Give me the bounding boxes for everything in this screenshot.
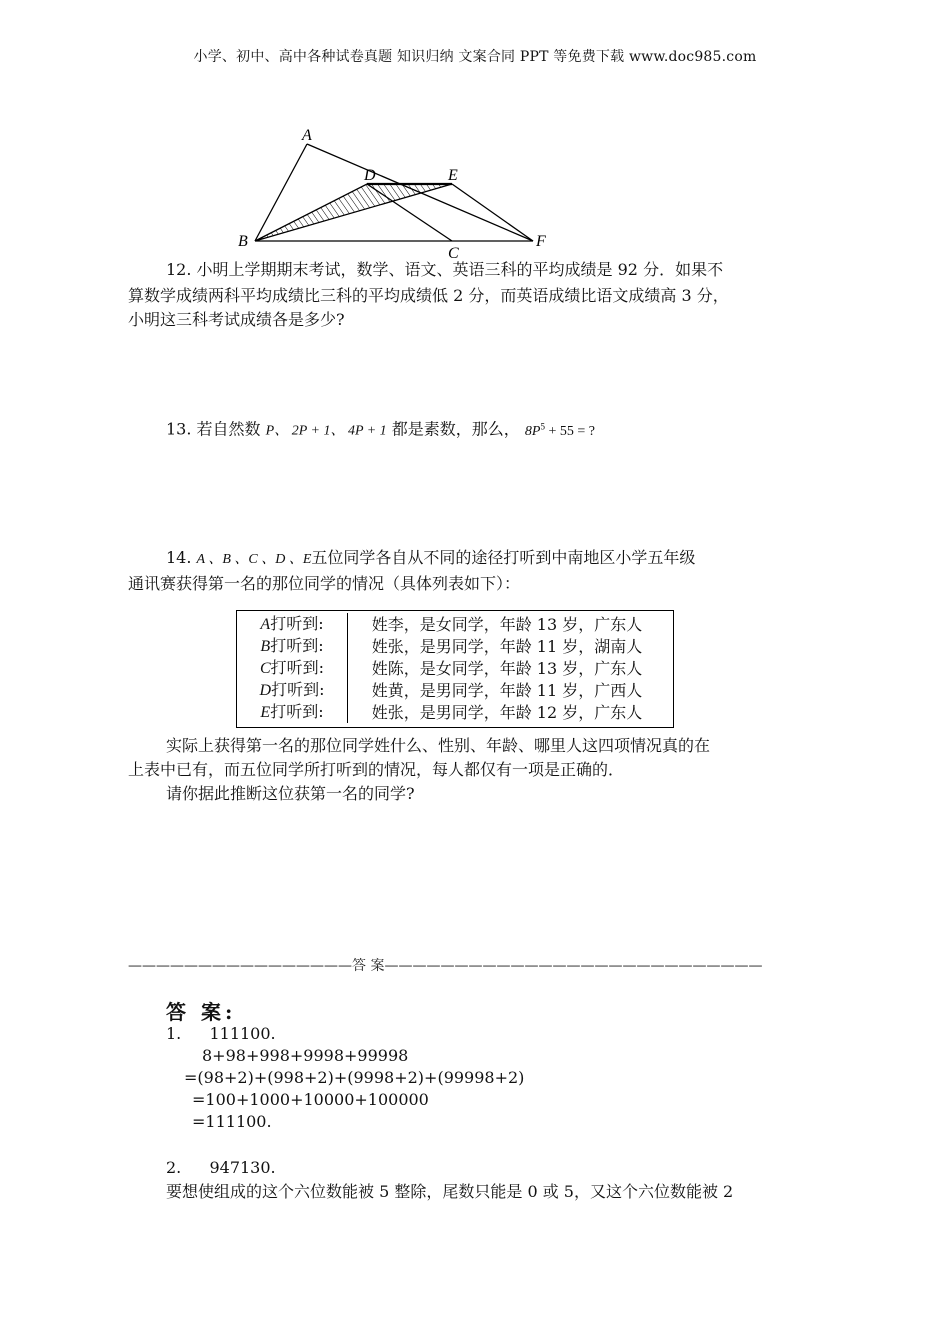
q13-line <box>166 414 595 444</box>
q14-line1-rest: 五位同学各自从不同的途径打听到中南地区小学五年级 <box>311 548 696 567</box>
source-student: B <box>260 638 271 655</box>
source-student: D <box>259 682 272 699</box>
source-student: A <box>260 616 271 633</box>
table-cell-source <box>237 613 348 635</box>
answer-separator <box>128 955 762 975</box>
answers-title: 答 案: <box>166 1000 237 1024</box>
q14-after2: 上表中已有，而五位同学所打听到的情况，每人都仅有一项是正确的． <box>128 760 625 779</box>
q12-line3: 小明这三科考试成绩各是多少? <box>128 310 345 329</box>
table-cell-info: 姓张，是男同学，年龄 11 岁，湖南人 <box>371 636 643 656</box>
q13-expr-rest: + 55 = ? <box>544 423 595 439</box>
table-cell-source <box>237 679 348 701</box>
table-cell-info: 姓陈，是女同学，年龄 13 岁，广东人 <box>371 658 643 678</box>
table-row <box>237 613 666 635</box>
shaded-triangle <box>255 184 452 241</box>
q14-after1: 实际上获得第一名的那位同学姓什么、性别、年龄、哪里人这四项情况真的在 <box>166 736 711 755</box>
a2-value: 947130. <box>209 1158 276 1177</box>
table-cell-source <box>237 635 348 657</box>
info-table <box>237 613 666 723</box>
label-b: B <box>238 233 248 250</box>
a1-line3: =100+1000+10000+100000 <box>192 1090 429 1109</box>
q13-expr-exp: 5 <box>540 421 545 431</box>
source-label: 打听到: <box>270 636 324 655</box>
q13-expr-base: 8P <box>524 423 541 439</box>
a2-line1: 要想使组成的这个六位数能被 5 整除，尾数只能是 0 或 5，又这个六位数能被 2 <box>166 1182 734 1201</box>
q14-line1 <box>166 546 695 572</box>
table-row <box>237 701 666 723</box>
info-table-box <box>236 610 674 728</box>
source-label: 打听到: <box>271 680 325 699</box>
q14-after3: 请你据此推断这位获第一名的同学? <box>166 784 415 803</box>
source-label: 打听到: <box>270 658 325 677</box>
q14-names: A 、B 、C 、D 、E <box>196 552 312 567</box>
q13-vars: P、 2P + 1、 4P + 1 <box>265 423 387 439</box>
q13-expression <box>524 421 595 439</box>
a2-header <box>166 1156 276 1180</box>
q12-line2: 算数学成绩两科平均成绩比三科的平均成绩低 2 分，而英语成绩比语文成绩高 3 分， <box>128 286 729 305</box>
geometry-figure <box>230 122 570 262</box>
segment-ef <box>452 184 533 241</box>
source-label: 打听到: <box>270 614 324 633</box>
label-a: A <box>302 127 312 144</box>
label-e: E <box>448 167 458 184</box>
separator-label: 答 案 <box>352 958 385 974</box>
a1-line1: 8+98+998+9998+99998 <box>202 1046 409 1065</box>
separator-left: ———————————————— <box>128 958 352 974</box>
a1-line4: =111100. <box>192 1112 272 1131</box>
q13-prefix: 13. 若自然数 <box>166 419 261 439</box>
a1-header <box>166 1022 276 1046</box>
label-c: C <box>448 245 459 262</box>
table-cell-source <box>237 701 348 723</box>
q14-line2: 通讯赛获得第一名的那位同学的情况（具体列表如下）： <box>128 574 521 593</box>
table-cell-source <box>237 657 348 679</box>
source-student: C <box>259 660 271 677</box>
q12-line1: 12. 小明上学期期末考试，数学、语文、英语三科的平均成绩是 92 分．如果不 <box>166 260 724 279</box>
q14-prefix: 14. <box>166 548 192 567</box>
table-cell-info: 姓黄，是男同学，年龄 11 岁，广西人 <box>371 680 643 700</box>
table-row <box>237 635 666 657</box>
a1-value: 111100. <box>209 1024 276 1043</box>
table-row <box>237 679 666 701</box>
label-d: D <box>364 167 376 184</box>
separator-right: ——————————————————————————— <box>384 958 763 974</box>
page-header: 小学、初中、高中各种试卷真题 知识归纳 文案合同 PPT 等免费下载 www.doc985.com <box>193 49 757 65</box>
q13-mid: 都是素数，那么， <box>391 419 520 439</box>
table-row <box>237 657 666 679</box>
a2-num: 2. <box>166 1158 182 1177</box>
table-cell-info: 姓张，是男同学，年龄 12 岁，广东人 <box>371 702 643 722</box>
segment-af <box>307 144 533 241</box>
a1-num: 1. <box>166 1024 182 1043</box>
label-f: F <box>536 233 546 250</box>
a1-line2: =(98+2)+(998+2)+(9998+2)+(99998+2) <box>184 1068 525 1087</box>
source-student: E <box>260 704 271 721</box>
table-cell-info: 姓李，是女同学，年龄 13 岁，广东人 <box>371 614 643 634</box>
source-label: 打听到: <box>270 702 324 721</box>
